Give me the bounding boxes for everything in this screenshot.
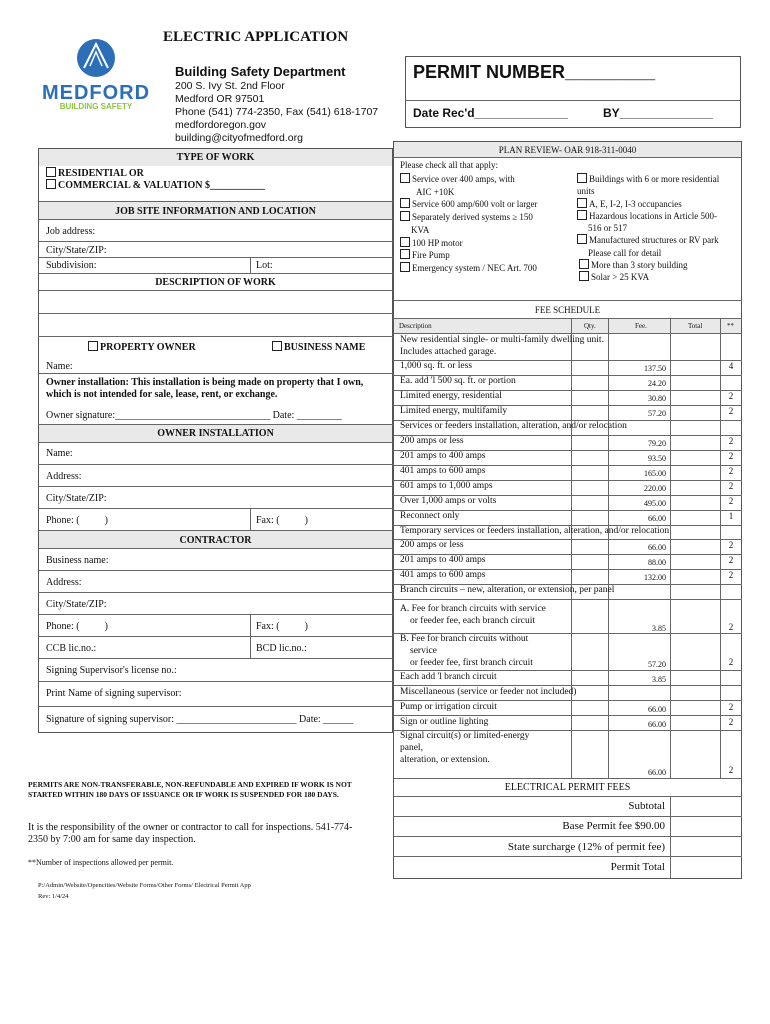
contractor-business-field[interactable]: Business name: xyxy=(46,555,109,566)
fee-row-amount: 137.50 xyxy=(644,364,666,373)
property-owner-checkbox[interactable] xyxy=(88,341,98,351)
fee-schedule-heading: FEE SCHEDULE xyxy=(534,305,601,315)
supervisor-license-field[interactable]: Signing Supervisor's license no.: xyxy=(46,665,177,676)
signal-line1: Signal circuit(s) or limited-energy xyxy=(400,731,530,741)
permit-number[interactable]: PERMIT NUMBER_________ xyxy=(413,62,656,82)
supervisor-signature-field[interactable]: Signature of signing supervisor: ________________________ Date: ______ xyxy=(46,714,354,725)
pr-item-call-detail: Please call for detail xyxy=(588,247,662,258)
fee-row-label: Limited energy, residential xyxy=(400,391,502,401)
department-contact xyxy=(175,80,378,145)
fee-row-amount: 165.00 xyxy=(644,469,666,478)
pr-item-fire-pump[interactable]: Fire Pump xyxy=(400,249,538,262)
branch-b-line1: B. Fee for branch circuits without xyxy=(400,634,529,644)
signal-line3: alteration, or extension. xyxy=(400,755,490,765)
date-received[interactable]: Date Rec'd______________ xyxy=(413,106,568,120)
branch-a-line2: or feeder fee, each branch circuit xyxy=(410,616,535,626)
received-by[interactable]: BY______________ xyxy=(603,106,714,120)
fee-row-label: 401 amps to 600 amps xyxy=(400,570,486,580)
branch-a-fee: 3.85 xyxy=(652,624,666,633)
each-additional-branch: Each add 'l branch circuit xyxy=(400,672,497,682)
type-of-work-heading: TYPE OF WORK xyxy=(176,152,255,163)
branch-a-line1: A. Fee for branch circuits with service xyxy=(400,604,546,614)
commercial-checkbox[interactable] xyxy=(46,179,56,189)
lot-field[interactable]: Lot: xyxy=(256,260,273,271)
fee-row-label: 201 amps to 400 amps xyxy=(400,451,486,461)
fee-row-label: 200 amps or less xyxy=(400,436,464,446)
residential-option[interactable]: RESIDENTIAL OR xyxy=(46,167,144,179)
fee-row-label: New residential single- or multi-family dwelling unit. xyxy=(400,335,604,345)
contractor-address-field[interactable]: Address: xyxy=(46,577,82,588)
branch-b-inspections: 2 xyxy=(728,657,734,667)
signal-inspections: 2 xyxy=(728,765,734,775)
fee-row-label: 601 amps to 1,000 amps xyxy=(400,481,493,491)
commercial-option[interactable]: COMMERCIAL & VALUATION $___________ xyxy=(46,179,265,191)
oi-fax-field[interactable]: Fax: ( ) xyxy=(256,515,308,526)
fee-row-label: Services or feeders installation, alteration, and/or relocation xyxy=(400,421,627,431)
oi-name-field[interactable]: Name: xyxy=(46,448,73,459)
pump-inspections: 2 xyxy=(728,702,734,712)
fee-row-inspections: 4 xyxy=(728,361,734,371)
fee-row-label: 401 amps to 600 amps xyxy=(400,466,486,476)
branch-a-inspections: 2 xyxy=(728,622,734,632)
pr-item-hazardous[interactable]: Hazardous locations in Article 500- xyxy=(577,210,719,222)
fee-row-inspections: 2 xyxy=(728,540,734,550)
revision-date: Rev: 1/4/24 xyxy=(38,893,69,900)
fee-row-amount: 24.20 xyxy=(648,379,666,388)
fee-row-amount: 132.00 xyxy=(644,573,666,582)
residential-checkbox[interactable] xyxy=(46,167,56,177)
fee-row-inspections: 2 xyxy=(728,391,734,401)
branch-b-line3: or feeder fee, first branch circuit xyxy=(410,658,533,668)
plan-review-heading: PLAN REVIEW- OAR 918-311-0040 xyxy=(498,145,637,155)
fee-row-inspections: 2 xyxy=(728,481,734,491)
oi-address-field[interactable]: Address: xyxy=(46,471,82,482)
pr-item-separately-derived[interactable]: Separately derived systems ≥ 150 xyxy=(400,211,538,224)
col-qty: Qty. xyxy=(584,322,596,330)
department-name: Building Safety Department xyxy=(175,64,346,79)
oi-phone-field[interactable]: Phone: ( ) xyxy=(46,515,108,526)
inspection-responsibility: It is the responsibility of the owner or contractor to call for inspections. 541-774-2350 by 7:00 am for same day inspection. xyxy=(28,822,353,845)
base-permit-fee-label: Base Permit fee $90.00 xyxy=(562,820,665,832)
fee-row-label: Branch circuits – new, alteration, or extension, per panel xyxy=(400,585,615,595)
pump-fee: 66.00 xyxy=(648,705,666,714)
fee-row-label: Ea. add 'l 500 sq. ft. or portion xyxy=(400,376,516,386)
phone-fax: Phone (541) 774-2350, Fax (541) 618-1707 xyxy=(175,106,379,118)
fee-row-label: Limited energy, multifamily xyxy=(400,406,508,416)
signal-fee: 66.00 xyxy=(648,768,666,777)
fee-row-label: 1,000 sq. ft. or less xyxy=(400,361,473,371)
description-heading: DESCRIPTION OF WORK xyxy=(155,277,276,288)
contractor-fax-field[interactable]: Fax: ( ) xyxy=(256,621,308,632)
fee-row-label: Temporary services or feeders installation, alteration, and/or relocation xyxy=(400,526,670,536)
branch-b-line2: service xyxy=(410,646,437,656)
fee-row-inspections: 2 xyxy=(728,570,734,580)
fee-row-inspections: 1 xyxy=(728,511,734,521)
fee-row-label: Over 1,000 amps or volts xyxy=(400,496,497,506)
pr-item-emergency[interactable]: Emergency system / NEC Art. 700 xyxy=(400,262,538,275)
pr-item-occupancies[interactable]: A, E, I-2, I-3 occupancies xyxy=(577,198,719,210)
pr-item-3-story[interactable]: More than 3 story building xyxy=(577,259,719,271)
misc-heading: Miscellaneous (service or feeder not included) xyxy=(400,687,577,697)
logo-wordmark: MEDFORD xyxy=(41,82,151,104)
branch-b-fee: 57.20 xyxy=(648,660,666,669)
plan-review-intro: Please check all that apply: xyxy=(400,160,498,170)
website[interactable]: medfordoregon.gov xyxy=(175,119,267,131)
supervisor-print-name-field[interactable]: Print Name of signing supervisor: xyxy=(46,688,182,699)
fee-row-amount: 66.00 xyxy=(648,543,666,552)
sign-lighting: Sign or outline lighting xyxy=(400,717,489,727)
fee-row-amount: 93.50 xyxy=(648,454,666,463)
fee-row-inspections: 2 xyxy=(728,406,734,416)
pr-item-service-400[interactable]: Service over 400 amps, with xyxy=(400,173,538,186)
subtotal-label: Subtotal xyxy=(628,800,665,812)
owner-name-field[interactable]: Name: xyxy=(46,361,73,372)
logo-subtitle: BUILDING SAFETY xyxy=(59,102,133,111)
permit-terms: PERMITS ARE NON-TRANSFERABLE, NON-REFUNDABLE AND EXPIRED IF WORK IS NOT STARTED WITHIN 180 DAYS OF ISSUANCE OR IF WORK IS SUSPENDED FOR 180 DAYS. xyxy=(28,780,352,799)
pr-item-kva: KVA xyxy=(411,224,430,235)
col-inspections: ** xyxy=(727,322,734,330)
fee-row-label: 201 amps to 400 amps xyxy=(400,555,486,565)
electrical-permit-fees-heading: ELECTRICAL PERMIT FEES xyxy=(504,782,631,793)
pr-item-100hp[interactable]: 100 HP motor xyxy=(400,237,538,250)
bcd-license-field[interactable]: BCD lic.no.: xyxy=(256,643,307,654)
owner-installation-heading: OWNER INSTALLATION xyxy=(157,428,274,439)
address-line-1: 200 S. Ivy St. 2nd Floor xyxy=(175,80,285,92)
col-total: Total xyxy=(688,322,703,330)
fee-row-inspections: 2 xyxy=(728,466,734,476)
pr-item-aic: AIC +10K xyxy=(416,186,455,197)
fee-row-amount: 220.00 xyxy=(644,484,666,493)
fee-row-inspections: 2 xyxy=(728,555,734,565)
contractor-city-field[interactable]: City/State/ZIP: xyxy=(46,599,107,610)
business-name-option[interactable]: BUSINESS NAME xyxy=(272,341,365,353)
ccb-license-field[interactable]: CCB lic.no.: xyxy=(46,643,97,654)
fee-row-amount: 30.80 xyxy=(648,394,666,403)
fee-row-amount: 66.00 xyxy=(648,514,666,523)
owner-installation-statement: Owner installation: This installation is being made on property that I own, which is not intended for sale, lease, rent, or exchange. xyxy=(46,377,364,400)
file-path: P:/Admin/Website/Opencities/Website Forms/Other Forms/ Electrical Permit App xyxy=(38,882,251,889)
sign-fee: 66.00 xyxy=(648,720,666,729)
col-description: Description xyxy=(399,322,432,330)
pr-item-service-600[interactable]: Service 600 amp/600 volt or larger xyxy=(400,198,538,211)
inspections-note: **Number of inspections allowed per permit. xyxy=(28,858,174,867)
fee-row-amount: 57.20 xyxy=(648,409,666,418)
col-fee: Fee. xyxy=(635,322,647,330)
contractor-heading: CONTRACTOR xyxy=(179,535,252,546)
address-line-2: Medford OR 97501 xyxy=(175,93,265,105)
job-site-heading: JOB SITE INFORMATION AND LOCATION xyxy=(115,206,316,217)
business-name-checkbox[interactable] xyxy=(272,341,282,351)
contractor-phone-field[interactable]: Phone: ( ) xyxy=(46,621,108,632)
permit-total-label: Permit Total xyxy=(610,861,665,873)
state-surcharge-label: State surcharge (12% of permit fee) xyxy=(507,841,665,853)
job-address-field[interactable]: Job address: xyxy=(46,226,96,237)
fee-row-amount: 495.00 xyxy=(644,499,666,508)
pr-item-516: 516 or 517 xyxy=(588,223,627,234)
sign-inspections: 2 xyxy=(728,717,734,727)
subdivision-field[interactable]: Subdivision: xyxy=(46,260,97,271)
plan-review-right-list xyxy=(577,173,719,284)
job-city-field[interactable]: City/State/ZIP: xyxy=(46,245,107,256)
fee-row-inspections: 2 xyxy=(728,436,734,446)
signal-line2: panel, xyxy=(400,743,423,753)
plan-review-left-list xyxy=(400,173,538,275)
document-title: ELECTRIC APPLICATION xyxy=(163,29,349,45)
fee-row-amount: 79.20 xyxy=(648,439,666,448)
pr-item-buildings-6[interactable]: Buildings with 6 or more residential xyxy=(577,173,719,185)
email[interactable]: building@cityofmedford.org xyxy=(175,132,303,144)
fee-row-label: Reconnect only xyxy=(400,511,460,521)
fee-row-amount: 88.00 xyxy=(648,558,666,567)
pr-item-solar[interactable]: Solar > 25 KVA xyxy=(577,271,719,283)
fee-row-inspections: 2 xyxy=(728,451,734,461)
oi-city-field[interactable]: City/State/ZIP: xyxy=(46,493,107,504)
fee-row-label: 200 amps or less xyxy=(400,540,464,550)
fee-row-label: Includes attached garage. xyxy=(400,347,497,357)
owner-signature-field[interactable]: Owner signature:_______________________________ Date: _________ xyxy=(46,410,342,421)
pr-item-manufactured[interactable]: Manufactured structures or RV park xyxy=(577,234,719,246)
medford-logo xyxy=(40,36,152,116)
property-owner-option[interactable]: PROPERTY OWNER xyxy=(88,341,196,353)
pr-item-units: units xyxy=(577,186,595,197)
fee-row-inspections: 2 xyxy=(728,496,734,506)
pump-circuit: Pump or irrigation circuit xyxy=(400,702,497,712)
each-additional-fee: 3.85 xyxy=(652,675,666,684)
